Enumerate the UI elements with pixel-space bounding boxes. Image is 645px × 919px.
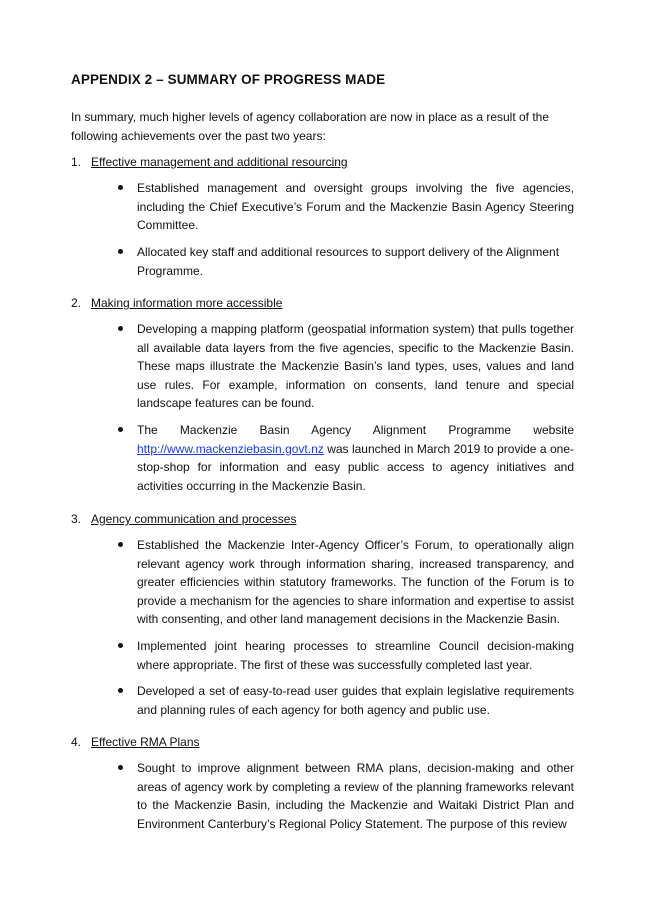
page-title: APPENDIX 2 – SUMMARY OF PROGRESS MADE — [71, 72, 386, 87]
bullet-item: Implemented joint hearing processes to streamline Council decision-making where appropriate. The first of these was successfully completed last year. — [137, 637, 574, 674]
section-heading-rma — [71, 733, 200, 751]
intro-paragraph: In summary, much higher levels of agency collaboration are now in place as a result of the following achievements over the past two years: — [71, 110, 550, 143]
section-heading-label: Agency communication and processes — [91, 512, 297, 526]
section-heading-label: Effective management and additional resourcing — [91, 155, 348, 169]
bullet-item: Established the Mackenzie Inter-Agency Officer’s Forum, to operationally align relevant agency work through information sharing, increased transparency, and greater efficiencies within statutory frameworks. The function of the Forum is to provide a mechanism for the agencies to share information and expertise to assist with consenting, and other land management decisions in the Mackenzie Basin. — [137, 536, 574, 629]
section-heading-label: Effective RMA Plans — [91, 735, 200, 749]
section-heading-label: Making information more accessible — [91, 296, 283, 310]
section-heading-communication — [71, 510, 296, 528]
section-heading-management — [71, 153, 348, 171]
section-number: 3. — [71, 512, 82, 526]
bullet-item-website — [137, 421, 574, 495]
bullet-item: Sought to improve alignment between RMA plans, decision-making and other areas of agency work by completing a review of the planning frameworks relevant to the Mackenzie Basin, including the Mackenzie and Waitaki District Plan and Environment Canterbury’s Regional Policy Statement. The purpose of this review — [137, 759, 574, 833]
website-link[interactable]: http://www.mackenziebasin.govt.nz — [137, 441, 324, 456]
bullet-item: Established management and oversight groups involving the five agencies, including the Chief Executive’s Forum and the Mackenzie Basin Agency Steering Committee. — [137, 179, 574, 235]
bullet-text: The Mackenzie Basin Agency Alignment Programme website — [137, 423, 574, 437]
section-number: 2. — [71, 296, 82, 310]
section-heading-information — [71, 294, 282, 312]
section-number: 4. — [71, 735, 82, 749]
bullet-item: Developing a mapping platform (geospatial information system) that pulls together all available data layers from the five agencies, specific to the Mackenzie Basin. These maps illustrate the Mackenzie Basin’s land types, uses, values and land use rules. For example, information on consents, land tenure and special landscape features can be found. — [137, 320, 574, 413]
bullet-item: Allocated key staff and additional resources to support delivery of the Alignment Programme. — [137, 243, 574, 280]
bullet-text: was launched in March 2019 to provide a one-stop-shop for information and easy public access to agency initiatives and activities occurring in the Mackenzie Basin. — [137, 441, 574, 493]
bullet-item: Developed a set of easy-to-read user guides that explain legislative requirements and planning rules of each agency for both agency and public use. — [137, 682, 574, 719]
section-number: 1. — [71, 155, 82, 169]
